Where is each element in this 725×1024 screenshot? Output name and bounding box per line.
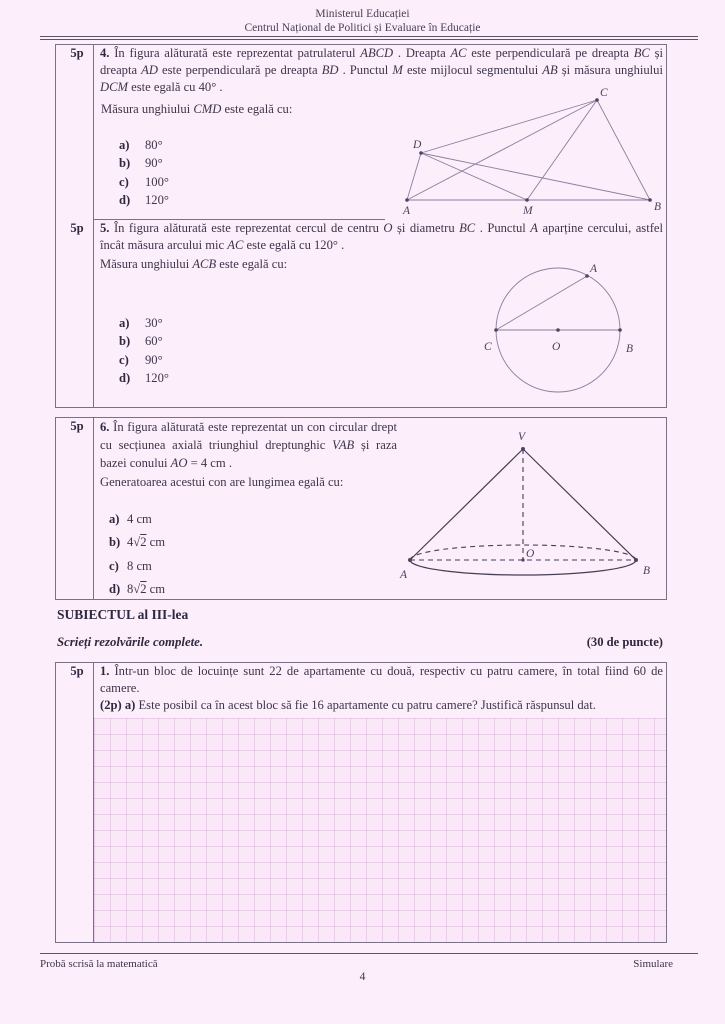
section-3-points: (30 de puncte) xyxy=(586,635,663,649)
problem-1-body: 1. Într-un bloc de locuințe sunt 22 de apartamente cu două, respectiv cu patru camere, în total fiind 60 de camere. xyxy=(100,664,663,696)
section-3-instruction: Scrieți rezolvările complete. xyxy=(57,635,204,649)
question-5-options xyxy=(119,314,169,388)
option-value: 4 cm xyxy=(127,512,152,526)
option-row xyxy=(109,531,165,554)
vertex-c-dot xyxy=(595,98,599,102)
base-b-dot xyxy=(634,558,638,562)
option-letter: c) xyxy=(119,352,129,367)
base-a-dot xyxy=(408,558,412,562)
vertex-a-dot xyxy=(405,198,409,202)
option-value: 90° xyxy=(145,352,163,367)
option-value: 8√2 cm xyxy=(127,582,166,597)
option-row xyxy=(119,173,169,191)
option-value: 8 cm xyxy=(127,558,152,573)
option-letter: d) xyxy=(119,193,131,208)
option-row xyxy=(109,578,165,601)
question-5-prompt: Măsura unghiului ACB este egală cu: xyxy=(100,257,288,271)
option-row xyxy=(109,555,165,578)
midpoint-m-dot xyxy=(525,198,529,202)
header-center: Centrul Național de Politici și Evaluare în Educație xyxy=(244,22,481,34)
point-label-b: B xyxy=(626,343,634,355)
option-letter: b) xyxy=(119,156,131,171)
vertex-label-a: A xyxy=(403,205,411,217)
option-row xyxy=(119,369,169,387)
option-letter: c) xyxy=(109,558,119,573)
option-row xyxy=(109,508,165,531)
option-value: 60° xyxy=(145,334,163,349)
point-a-dot xyxy=(585,274,589,278)
option-letter: d) xyxy=(109,582,121,597)
question-4-points: 5p xyxy=(70,46,84,60)
figure-circle xyxy=(478,260,658,400)
point-c-dot xyxy=(494,328,498,332)
header-ministry: Ministerul Educației xyxy=(315,8,410,20)
problem-1-points: 5p xyxy=(70,664,84,678)
figure-quadrilateral xyxy=(393,86,675,218)
question-4-body: 4. În figura alăturată este reprezentat patrulaterul ABCD . Dreapta AC este perpendiculară pe dreapta BC și dreapta AD este perpendiculară pe dreapta BD . Punctul M este mijlocul segmentului AB și măsura unghiului DCM este egală cu 40° . xyxy=(100,46,663,95)
option-value: 80° xyxy=(145,138,163,152)
option-value: 100° xyxy=(145,174,169,189)
points-column-divider-1 xyxy=(93,44,94,408)
option-value: 30° xyxy=(145,316,163,330)
option-row xyxy=(119,136,169,154)
page-number: 4 xyxy=(359,971,366,983)
option-value: 120° xyxy=(145,193,169,208)
center-o-dot xyxy=(556,328,560,332)
option-letter: a) xyxy=(119,316,130,330)
question-6-points: 5p xyxy=(70,419,84,433)
point-label-c: C xyxy=(484,341,492,353)
question-5-body: 5. În figura alăturată este reprezentat cercul de centru O și diametru BC . Punctul A aparține cercului, astfel încât măsura arcului mic AC este egală cu 120° . xyxy=(100,221,663,253)
question-6-prompt: Generatoarea acestui con are lungimea egală cu: xyxy=(100,475,344,489)
question-6-options xyxy=(109,508,165,602)
option-row xyxy=(119,314,169,332)
section-3-title: SUBIECTUL al III-lea xyxy=(57,607,189,622)
option-value: 120° xyxy=(145,371,169,386)
base-center-o-dot xyxy=(521,558,524,561)
option-letter: c) xyxy=(119,174,129,189)
option-letter: b) xyxy=(109,535,121,550)
option-letter: d) xyxy=(119,371,131,386)
option-row xyxy=(119,351,169,369)
base-center-label-o: O xyxy=(526,548,535,560)
vertex-d-dot xyxy=(419,151,423,155)
question-5-points: 5p xyxy=(70,221,84,235)
footer-rule xyxy=(40,953,698,954)
answer-grid-area xyxy=(94,718,666,942)
vertex-b-dot xyxy=(648,198,652,202)
vertex-label-m: M xyxy=(523,205,533,217)
problem-1-sub-a: (2p) a) Este posibil ca în acest bloc să fie 16 apartamente cu patru camere? Justifică răspunsul dat. xyxy=(100,698,596,712)
vertex-label-d: D xyxy=(413,139,422,151)
option-letter: b) xyxy=(119,334,131,349)
option-row xyxy=(119,154,169,172)
footer-right: Simulare xyxy=(633,958,673,970)
option-row xyxy=(119,332,169,350)
base-label-a: A xyxy=(400,569,408,581)
option-value: 90° xyxy=(145,156,163,171)
header-double-rule xyxy=(40,36,698,40)
question-4-options xyxy=(119,136,169,210)
point-label-a: A xyxy=(590,263,598,275)
base-label-b: B xyxy=(643,565,651,577)
figure-cone xyxy=(398,426,666,588)
option-row xyxy=(119,191,169,209)
points-column-divider-2 xyxy=(93,417,94,600)
apex-v-dot xyxy=(521,447,525,451)
option-letter: a) xyxy=(109,512,120,526)
footer-left: Probă scrisă la matematică xyxy=(40,958,158,970)
vertex-label-c: C xyxy=(600,87,608,99)
question-6-body: 6. În figura alăturată este reprezentat un con circular drept cu secțiunea axială triunghiul dreptunghic VAB și raza bazei conului AO = 4 cm . xyxy=(100,420,397,471)
question-4-prompt: Măsura unghiului CMD este egală cu: xyxy=(101,102,293,116)
apex-label-v: V xyxy=(518,431,526,443)
option-value: 4√2 cm xyxy=(127,535,166,550)
option-letter: a) xyxy=(119,138,130,152)
center-label-o: O xyxy=(552,341,561,353)
point-b-dot xyxy=(618,328,622,332)
vertex-label-b: B xyxy=(654,201,662,213)
